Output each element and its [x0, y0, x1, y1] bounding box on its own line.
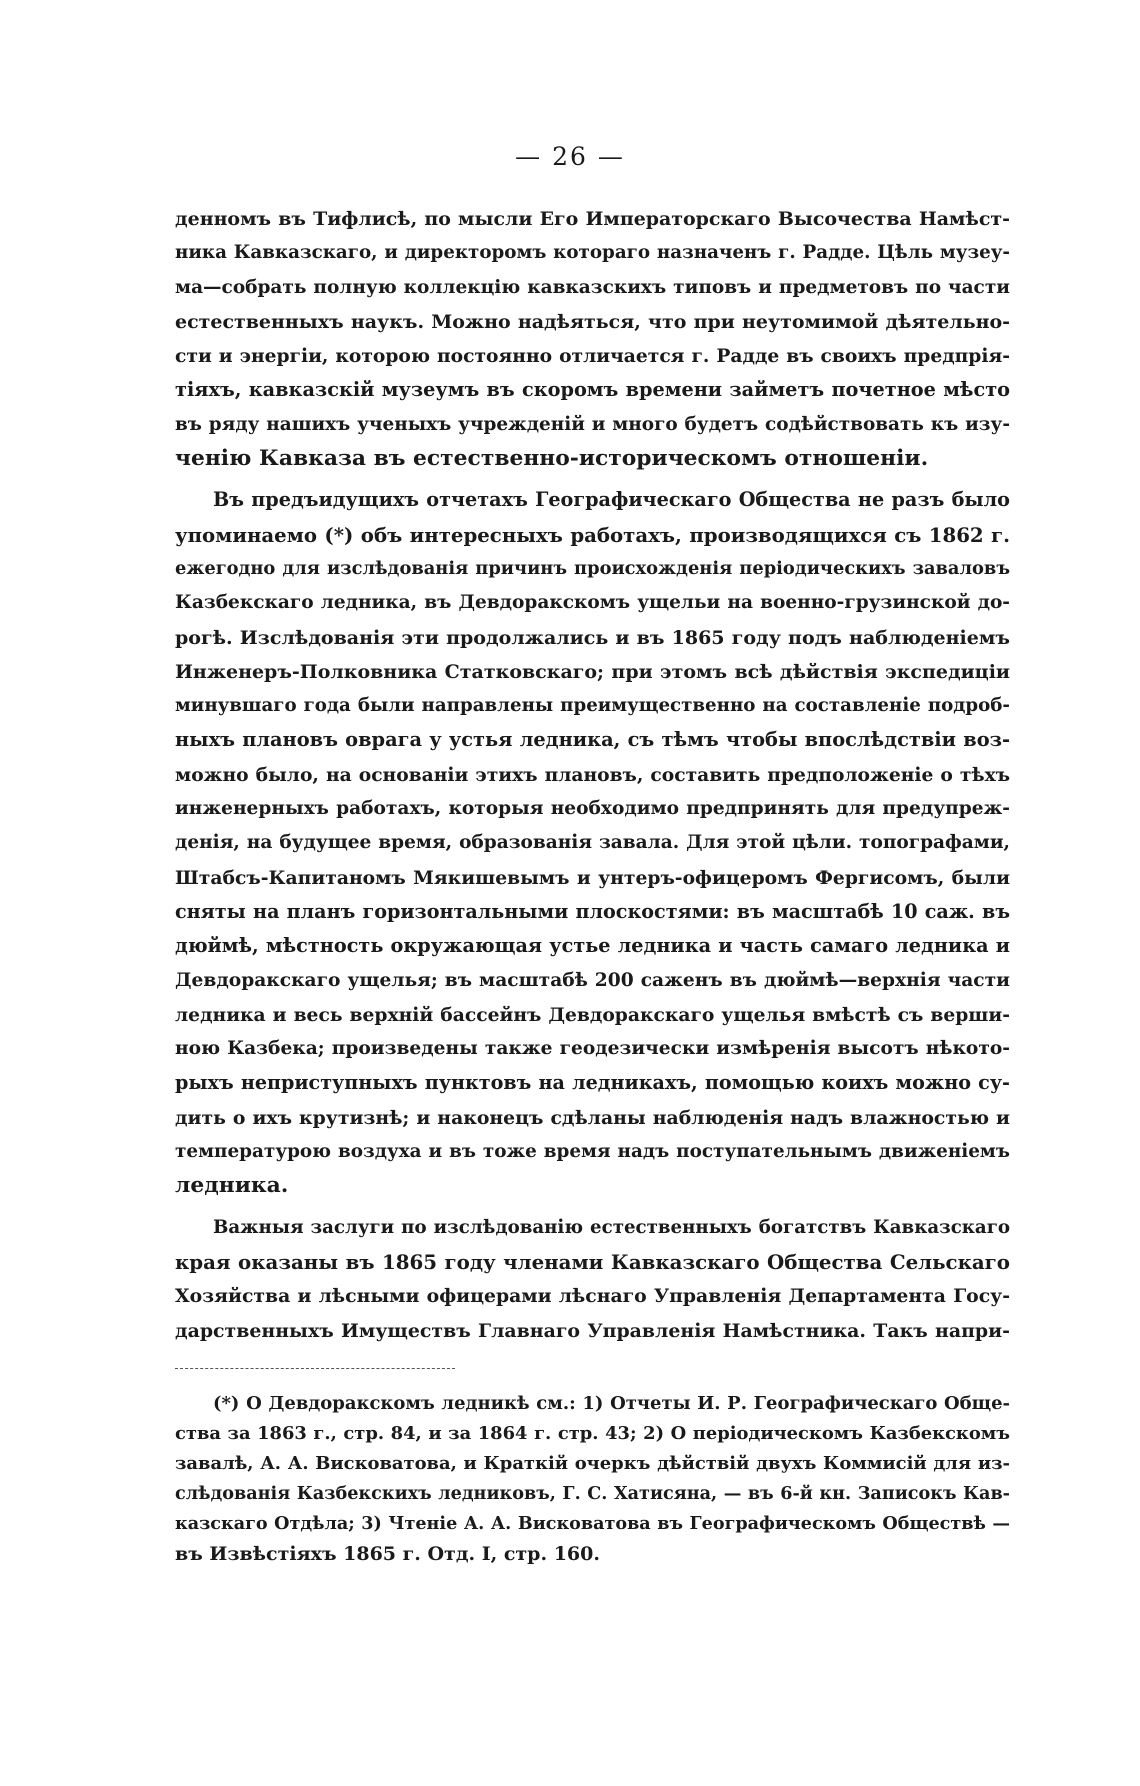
- footnote-line: казскаго Отдѣла; 3) Чтеніе А. А. Висковатова въ Географическомъ Обществѣ —: [175, 1513, 1010, 1534]
- text-line: сняты на планъ горизонтальными плоскостями: въ масштабѣ 10 саж. въ: [175, 899, 1010, 923]
- text-line: температурою воздуха и въ тоже время надъ поступательнымъ движеніемъ: [175, 1141, 1010, 1163]
- text-line: дить о ихъ крутизнѣ; и наконецъ сдѣланы наблюденія надъ влажностью и: [175, 1106, 1010, 1129]
- text-line: естественныхъ наукъ. Можно надѣяться, что при неутомимой дѣятельно-: [175, 310, 1010, 333]
- text-line: ною Казбека; произведены также геодезически измѣренія высотъ нѣкото-: [175, 1038, 1010, 1060]
- text-line: тіяхъ, кавказскій музеумъ въ скоромъ времени займетъ почетное мѣсто: [175, 378, 1010, 402]
- text-line: края оказаны въ 1865 году членами Кавказскаго Общества Сельскаго: [175, 1249, 1010, 1274]
- footnote-line: слѣдованія Казбекскихъ ледниковъ, Г. С. Хатисяна, — въ 6-й кн. Записокъ Кав-: [175, 1483, 1010, 1504]
- text-line: сти и энергіи, которою постоянно отличается г. Радде въ своихъ предпрія-: [175, 345, 1010, 368]
- footnote: [175, 1389, 1010, 1569]
- footnote-separator: [175, 1368, 455, 1369]
- text-line: ника Кавказскаго, и директоромъ котораго назначенъ г. Радде. Цѣль музеу-: [175, 242, 1010, 264]
- text-line: минувшаго года были направлены преимущественно на составленіе подроб-: [175, 695, 1010, 717]
- main-text: [175, 202, 1010, 1348]
- text-line: ченію Кавказа въ естественно-историческомъ отношеніи.: [175, 446, 929, 472]
- text-line: въ ряду нашихъ ученыхъ учрежденій и много будетъ содѣйствовать къ изу-: [175, 413, 1010, 435]
- text-line: ма—собрать полную коллекцію кавказскихъ типовъ и предметовъ по части: [175, 276, 1010, 298]
- text-line: Штабсъ-Капитаномъ Мякишевымъ и унтеръ-офицеромъ Фергисомъ, были: [175, 866, 1010, 889]
- text-line: ныхъ плановъ оврага у устья ледника, съ тѣмъ чтобы впослѣдствіи воз-: [175, 728, 1010, 752]
- text-line: Въ предъидущихъ отчетахъ Географическаго Общества не разъ было: [213, 488, 1010, 512]
- text-line: ледника.: [175, 1173, 289, 1199]
- text-line: Девдоракскаго ущелья; въ масштабѣ 200 саженъ въ дюймѣ—верхнія части: [175, 969, 1010, 991]
- text-line: можно было, на основаніи этихъ плановъ, составить предположеніе о тѣхъ: [175, 763, 1010, 786]
- footnote-line: (*) О Девдоракскомъ ледникѣ см.: 1) Отчеты И. Р. Географическаго Обще-: [213, 1393, 1010, 1414]
- text-line: дарственныхъ Имуществъ Главнаго Управленія Намѣстника. Такъ напри-: [175, 1319, 1010, 1342]
- text-line: ежегодно для изслѣдованія причинъ происхожденія періодическихъ заваловъ: [175, 557, 1010, 579]
- text-line: Инженеръ-Полковника Статковскаго; при этомъ всѣ дѣйствія экспедиціи: [175, 660, 1010, 683]
- text-line: инженерныхъ работахъ, которыя необходимо предпринять для предупреж-: [175, 798, 1010, 820]
- text-line: упоминаемо (*) объ интересныхъ работахъ, производящихся съ 1862 г.: [175, 522, 1010, 547]
- paragraph-2: [175, 483, 1010, 1203]
- text-line: рыхъ неприступныхъ пунктовъ на ледникахъ, помощью коихъ можно су-: [175, 1071, 1010, 1095]
- text-line: Казбекскаго ледника, въ Девдоракскомъ ущельи на военно-грузинской до-: [175, 592, 1010, 614]
- text-line: денномъ въ Тифлисѣ, по мысли Его Императорскаго Высочества Намѣст-: [175, 208, 1010, 230]
- text-line: рогѣ. Изслѣдованія эти продолжались и въ 1865 году подъ наблюденіемъ: [175, 626, 1010, 649]
- page-number: — 26 —: [515, 142, 625, 171]
- paragraph-1: [175, 202, 1010, 476]
- footnote-line: завалѣ, А. А. Висковатова, и Краткій очеркъ дѣйствій двухъ Коммисій для из-: [175, 1453, 1010, 1474]
- paragraph-3: [175, 1211, 1010, 1348]
- footnote-line: ства за 1863 г., стр. 84, и за 1864 г. стр. 43; 2) О періодическомъ Казбекскомъ: [175, 1423, 1010, 1444]
- text-line: ледника и весь верхній бассейнъ Девдоракскаго ущелья вмѣстѣ съ верши-: [175, 1003, 1010, 1026]
- text-line: Хозяйства и лѣсными офицерами лѣснаго Управленія Департамента Госу-: [175, 1285, 1010, 1308]
- text-line: дюймѣ, мѣстность окружающая устье ледника и часть самаго ледника и: [175, 934, 1010, 958]
- text-line: Важныя заслуги по изслѣдованію естественныхъ богатствъ Кавказскаго: [213, 1216, 1010, 1238]
- footnote-line: въ Извѣстіяхъ 1865 г. Отд. I, стр. 160.: [175, 1543, 600, 1565]
- text-line: денія, на будущее время, образованія завала. Для этой цѣли. топографами,: [175, 832, 1010, 854]
